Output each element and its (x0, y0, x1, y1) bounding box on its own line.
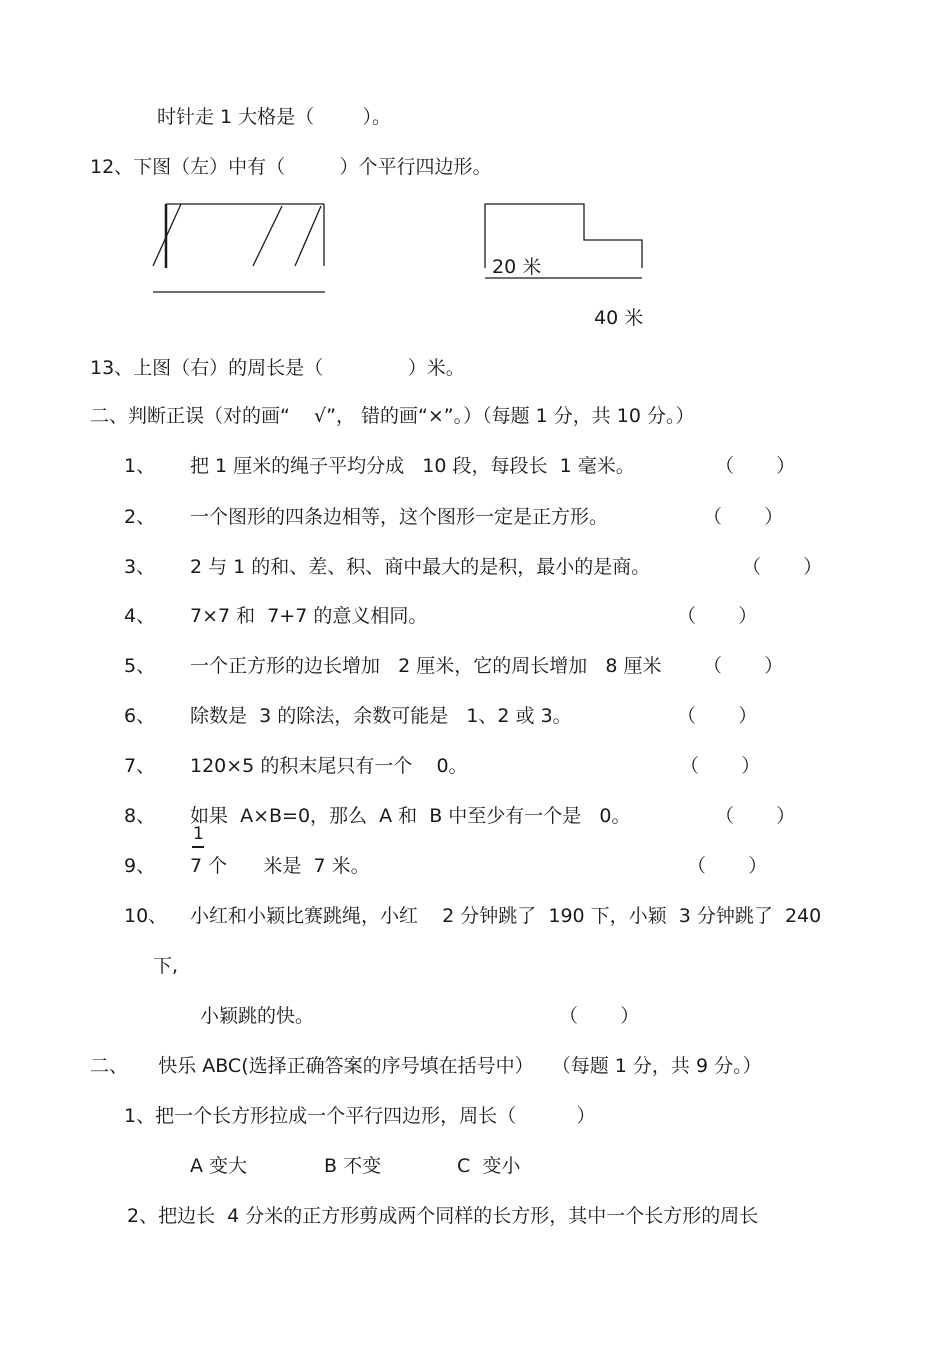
fraction-numerator: 1 (193, 824, 204, 844)
section-judge-title: 二、判断正误（对的画“ √”， 错的画“×”。）（每题 1 分，共 10 分。） (90, 405, 695, 427)
judge-3-num: 3、 (124, 556, 156, 578)
judge-8-text: 如果 A×B=0，那么 A 和 B 中至少有一个是 0。 (190, 805, 631, 827)
judge-5-text: 一个正方形的边长增加 2 厘米，它的周长增加 8 厘米 (190, 655, 662, 677)
judge-1-num: 1、 (124, 455, 156, 477)
judge-5-num: 5、 (124, 655, 156, 677)
judge-4-text: 7×7 和 7+7 的意义相同。 (190, 605, 428, 627)
section-choice-title: 二、 快乐 ABC(选择正确答案的序号填在括号中） （每题 1 分，共 9 分。） (90, 1055, 762, 1077)
judge-8-num: 8、 (124, 805, 156, 827)
judge-4-paren: （ ） (677, 605, 758, 627)
judge-6-num: 6、 (124, 705, 156, 727)
choice-1-option-a: A 变大 (190, 1155, 248, 1177)
fraction-bar (192, 846, 204, 848)
label-40m: 40 米 (594, 307, 644, 329)
parallelogram-figure (153, 204, 325, 292)
q12: 12、下图（左）中有（ ）个平行四边形。 (90, 156, 492, 178)
judge-1-text: 把 1 厘米的绳子平均分成 10 段，每段长 1 毫米。 (190, 455, 635, 477)
judge-2-text: 一个图形的四条边相等，这个图形一定是正方形。 (190, 506, 609, 528)
judge-9-num: 9、 (124, 855, 156, 877)
judge-7-paren: （ ） (680, 755, 761, 777)
judge-8-paren: （ ） (715, 805, 796, 827)
choice-2: 2、把边长 4 分米的正方形剪成两个同样的长方形，其中一个长方形的周长 (127, 1205, 759, 1227)
judge-2-paren: （ ） (703, 506, 784, 528)
judge-4-num: 4、 (124, 605, 156, 627)
judge-7-num: 7、 (124, 755, 156, 777)
judge-1-paren: （ ） (715, 455, 796, 477)
judge-9-paren: （ ） (687, 855, 768, 877)
choice-1-option-c: C 变小 (457, 1155, 521, 1177)
label-20m: 20 米 (492, 256, 542, 278)
judge-10-last: 小颖跳的快。 (200, 1005, 315, 1027)
choice-1: 1、把一个长方形拉成一个平行四边形，周长（ ） (124, 1105, 596, 1127)
judge-3-paren: （ ） (742, 556, 823, 578)
judge-10-cont: 下, (153, 955, 179, 977)
judge-3-text: 2 与 1 的和、差、积、商中最大的是积，最小的是商。 (190, 556, 651, 578)
q11-tail: 时针走 1 大格是（ ）。 (157, 106, 391, 128)
choice-1-option-b: B 不变 (324, 1155, 382, 1177)
judge-6-paren: （ ） (677, 705, 758, 727)
judge-2-num: 2、 (124, 506, 156, 528)
q13: 13、上图（右）的周长是（ ）米。 (90, 357, 465, 379)
judge-10-text: 小红和小颖比赛跳绳，小红 2 分钟跳了 190 下，小颖 3 分钟跳了 240 (190, 905, 822, 927)
judge-10-paren: （ ） (559, 1005, 640, 1027)
judge-10-num: 10、 (124, 905, 168, 927)
judge-7-text: 120×5 的积末尾只有一个 0。 (190, 755, 468, 777)
judge-9-text: 7 个 米是 7 米。 (190, 855, 370, 877)
judge-5-paren: （ ） (703, 655, 784, 677)
figures (0, 0, 950, 340)
judge-6-text: 除数是 3 的除法，余数可能是 1、2 或 3。 (190, 705, 572, 727)
